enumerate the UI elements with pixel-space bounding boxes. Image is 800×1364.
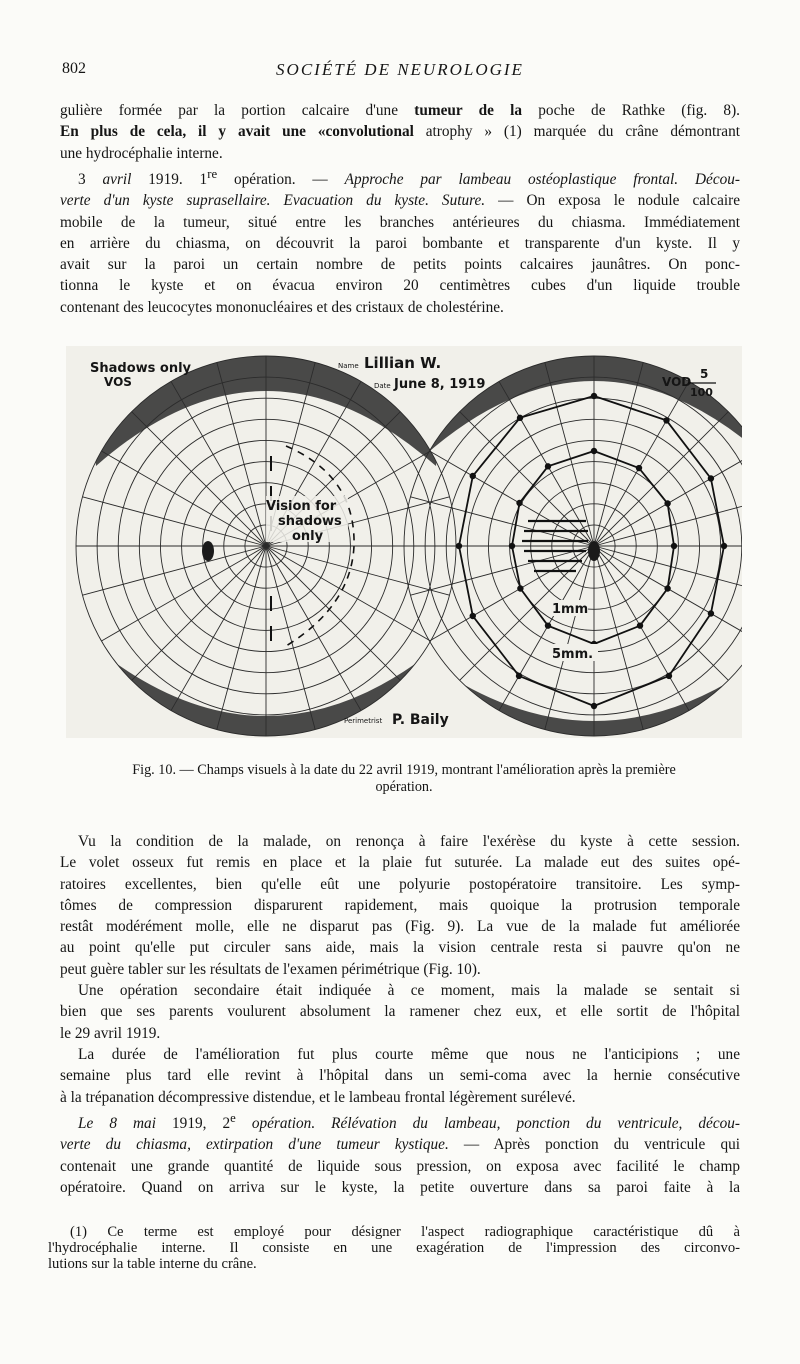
text-line: tômes de compression disparurent rapidement, mais quoique la protrusion temporale: [60, 896, 740, 914]
text-line: opératoire. Quand on arriva sur le kyste, la petite ouverture dans sa paroi faite à la: [60, 1178, 740, 1196]
text-line: au point qu'elle put circuler sans aide, mais la vision centrale resta si pauvre qu'on ne: [60, 939, 740, 957]
text-line: gulière formée par la portion calcaire d'une tumeur de la poche de Rathke (fig. 8).: [60, 102, 740, 119]
text-line: tionna le kyste et on évacua environ 20 centimètres cubes d'un liquide trouble: [60, 277, 740, 295]
footnote-line: (1) Ce terme est employé pour désigner l'aspect radiographique caractéristique dû à: [70, 1224, 740, 1240]
perimetrist-name: P. Baily: [392, 712, 449, 728]
date-prefix: Date: [374, 382, 391, 390]
text-line: Vu la condition de la malade, on renonça à faire l'exérèse du kyste à cette session.: [78, 833, 740, 850]
isopter-point: [721, 543, 727, 549]
isopter-point: [545, 622, 551, 628]
isopter-point: [516, 500, 522, 506]
text-line: Le 8 mai 1919, 2e opération. Rélévation du lambeau, ponction du ventricule, décou-: [78, 1110, 741, 1132]
shadows-label: shadows: [278, 514, 342, 529]
paragraph: [60, 1108, 740, 1198]
text-line: verte du chiasma, extirpation d'une tumeur kystique. — Après ponction du ventricule qui: [60, 1136, 740, 1154]
footnote-line: l'hydrocéphalie interne. Il consiste en une exagération de l'impression des circonvo-: [48, 1240, 740, 1256]
paragraph: [60, 980, 740, 1044]
patient-name: Lillian W.: [364, 354, 442, 372]
isopter-point: [591, 448, 597, 454]
isopter-point: [545, 463, 551, 469]
isopter-point: [517, 415, 523, 421]
isopter-point: [516, 673, 522, 679]
vod-numerator: 5: [700, 367, 709, 381]
isopter-point: [509, 543, 515, 549]
right-blind-spot: [588, 541, 600, 561]
text-line: peut guère tabler sur les résultats de l'examen périmétrique (Fig. 10).: [60, 960, 481, 978]
isopter-point: [456, 543, 462, 549]
body-text: [60, 831, 740, 1198]
only-label: only: [292, 529, 324, 544]
text-line: une hydrocéphalie interne.: [60, 144, 223, 162]
figure-caption: [66, 762, 742, 796]
left-blind-spot: [202, 541, 214, 561]
text-line: semaine plus tard elle revint à l'hôpital dans un semi-coma avec la hernie consécutive: [60, 1067, 740, 1085]
text-line: contenant des leucocytes mononucléaires et des cristaux de cholestérine.: [60, 298, 504, 316]
isopter-point: [663, 417, 669, 423]
isopter-point: [664, 500, 670, 506]
isopter-point: [470, 613, 476, 619]
isopter-point: [664, 585, 670, 591]
page-number: 802: [62, 60, 86, 77]
isopter-point: [636, 465, 642, 471]
vos-label: VOS: [104, 375, 132, 389]
vision-for-label: Vision for: [266, 499, 337, 514]
text-line: Le volet osseux fut remis en place et la plaie fut suturée. La malade eut des suites opé-: [60, 854, 740, 872]
isopter-point: [666, 673, 672, 679]
isopter-point: [470, 473, 476, 479]
text-line: le 29 avril 1919.: [60, 1024, 161, 1042]
vod-denominator: 100: [690, 386, 713, 399]
text-line: Une opération secondaire était indiquée à ce moment, mais la malade se sentait si: [78, 982, 740, 1000]
isopter-point: [591, 393, 597, 399]
perimetrist-prefix: Perimetrist: [344, 717, 383, 725]
top-paragraph: [60, 100, 740, 318]
vod-label: VOD: [662, 375, 692, 389]
name-prefix: Name: [338, 362, 359, 370]
shadows-only-label: Shadows only: [90, 361, 192, 376]
isopter-point: [517, 585, 523, 591]
paragraph: [60, 1044, 740, 1108]
isopter-point: [708, 610, 714, 616]
text-line: 3 avril 1919. 1re opération. — Approche par lambeau ostéoplastique frontal. Décou-: [78, 166, 741, 188]
page-header: [60, 60, 740, 84]
paragraph: [60, 831, 740, 980]
footnote-line: lutions sur la table interne du crâne.: [48, 1256, 257, 1272]
text-line: avait sur la paroi un certain nombre de petits points calcaires jaunâtres. On ponc-: [60, 256, 740, 274]
text-line: restât modérément molle, elle ne disparut pas (Fig. 9). La vue de la malade fut améliorée: [60, 918, 740, 936]
footnote: [48, 1224, 740, 1272]
exam-date: June 8, 1919: [394, 377, 486, 392]
running-title: SOCIÉTÉ DE NEUROLOGIE: [276, 60, 524, 79]
text-line: à la trépanation décompressive distendue, et le lambeau frontal légèrement surélevé.: [60, 1088, 576, 1106]
text-line: contenait une grande quantité de liquide sous pression, on exposa avec facilité le champ: [60, 1157, 740, 1175]
isopter-5mm-label: 5mm.: [552, 647, 594, 662]
caption-line: opération.: [375, 779, 433, 795]
caption-line: Fig. 10. — Champs visuels à la date du 22 avril 1919, montrant l'amélioration après la première: [132, 762, 676, 778]
isopter-point: [671, 543, 677, 549]
text-line: verte d'un kyste suprasellaire. Evacuation du kyste. Suture. — On exposa le nodule calcaire: [60, 192, 740, 210]
isopter-point: [591, 703, 597, 709]
text-line: bien que ses parents voulurent absolument la ramener chez eux, et elle sortit de l'hôpital: [60, 1003, 740, 1021]
text-line: en arrière du chiasma, on découvrit la paroi bombante et transparente d'un kyste. Il y: [60, 234, 740, 252]
text-line: En plus de cela, il y avait une «convolutional atrophy » (1) marquée du crâne démontrant: [60, 123, 740, 141]
perimetry-chart: [66, 346, 742, 738]
isopter-1mm-label: 1mm: [552, 602, 589, 617]
text-line: mobile de la tumeur, situé entre les branches antérieures du chiasma. Immédiatement: [60, 213, 740, 231]
text-line: ratoires excellentes, bien qu'elle eût une polyurie postopératoire transitoire. Les symp-: [60, 875, 740, 893]
isopter-point: [708, 475, 714, 481]
isopter-point: [637, 622, 643, 628]
text-line: La durée de l'amélioration fut plus courte même que nous ne l'anticipions ; une: [78, 1045, 740, 1063]
visual-field-chart-figure: [66, 346, 742, 738]
